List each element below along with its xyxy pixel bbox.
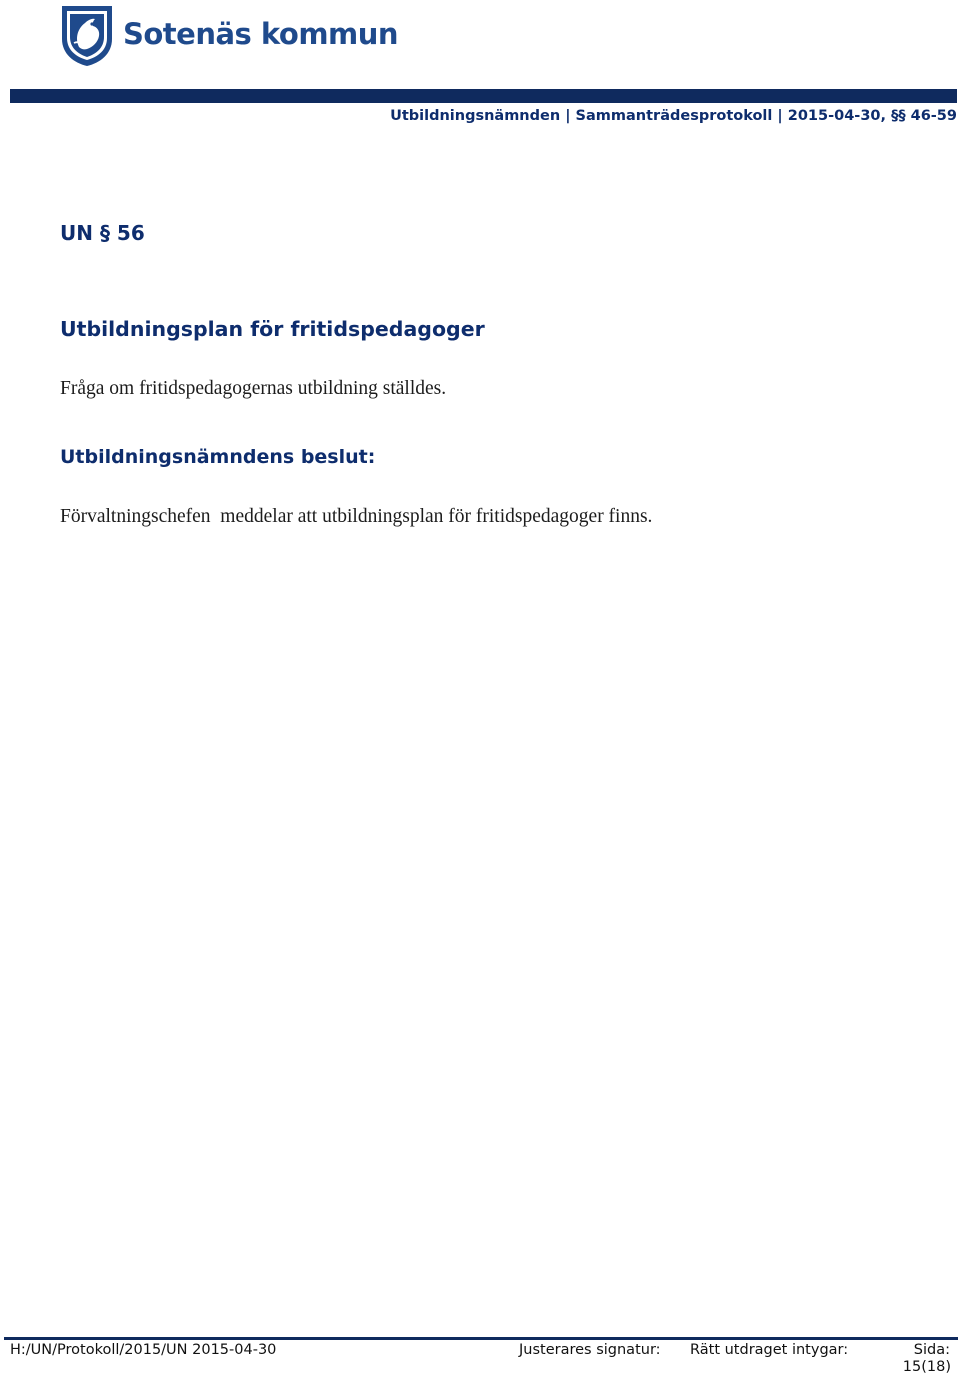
logo: [59, 3, 398, 68]
footer-justerares-signatur: Justerares signatur:: [519, 1342, 661, 1358]
section-title: Utbildningsplan för fritidspedagoger: [60, 317, 485, 341]
footer-ratt-utdraget: Rätt utdraget intygar:: [690, 1342, 849, 1358]
decision-paragraph: Förvaltningschefen meddelar att utbildningsplan för fritidspedagoger finns.: [60, 506, 653, 527]
header-bar: [10, 89, 957, 103]
protocol-header: Utbildningsnämnden | Sammanträdesprotokoll | 2015-04-30, §§ 46-59: [390, 108, 957, 124]
footer-sida-label: Sida:: [913, 1342, 950, 1358]
section-number: UN § 56: [60, 221, 145, 245]
footer-page-number: 15(18): [902, 1359, 951, 1375]
coat-of-arms-icon: [59, 3, 115, 68]
logo-text: Sotenäs kommun: [123, 16, 399, 51]
intro-paragraph: Fråga om fritidspedagogernas utbildning ställdes.: [60, 378, 447, 399]
decision-heading: Utbildningsnämndens beslut:: [60, 446, 376, 468]
footer-rule: [4, 1337, 958, 1340]
footer-file-path: H:/UN/Protokoll/2015/UN 2015-04-30: [10, 1342, 277, 1358]
